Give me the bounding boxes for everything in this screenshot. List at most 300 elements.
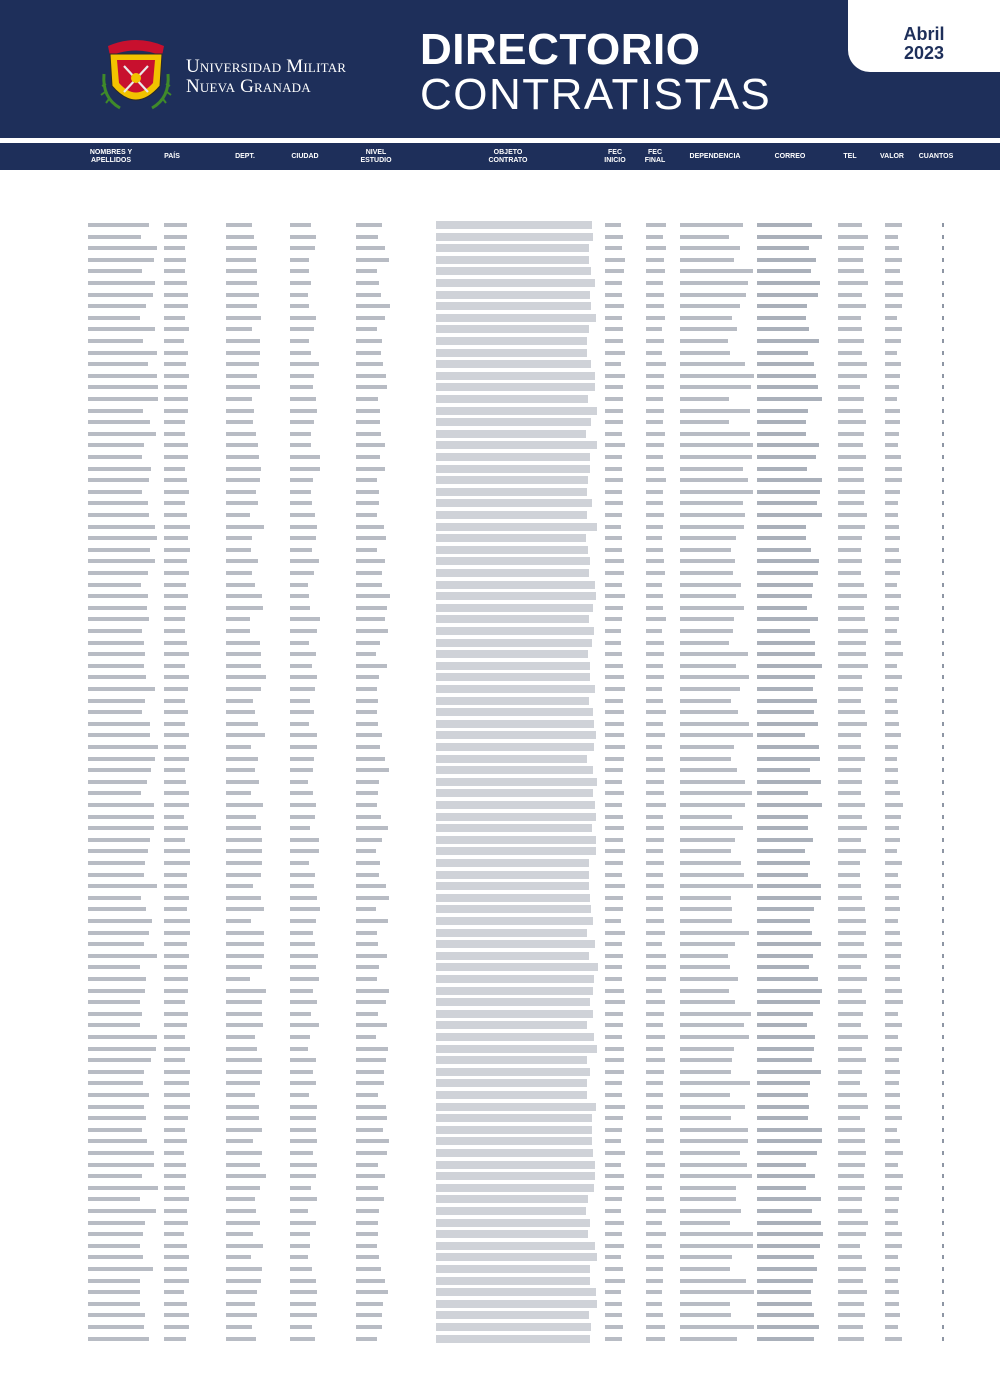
table-cell-placeholder: [605, 548, 622, 552]
table-cell-placeholder: [436, 697, 589, 705]
table-cell-placeholder: [356, 409, 380, 413]
table-cell-placeholder: [757, 965, 809, 969]
table-cell-placeholder: [757, 652, 815, 656]
table-cell-placeholder: [680, 235, 729, 239]
table-cell-placeholder: [838, 409, 863, 413]
table-cell-placeholder: [885, 1093, 900, 1097]
table-row: [0, 1194, 1000, 1204]
table-cell-placeholder: [680, 1139, 748, 1143]
table-cell-placeholder: [942, 1255, 944, 1259]
table-cell-placeholder: [88, 1105, 144, 1109]
table-cell-placeholder: [436, 905, 591, 913]
table-cell-placeholder: [838, 884, 861, 888]
table-cell-placeholder: [290, 710, 314, 714]
table-cell-placeholder: [88, 884, 157, 888]
table-cell-placeholder: [436, 488, 587, 496]
table-cell-placeholder: [942, 316, 944, 320]
table-cell-placeholder: [885, 1255, 898, 1259]
table-cell-placeholder: [290, 1139, 317, 1143]
table-cell-placeholder: [757, 989, 822, 993]
table-row: [0, 464, 1000, 474]
table-cell-placeholder: [838, 849, 866, 853]
table-cell-placeholder: [646, 896, 663, 900]
table-cell-placeholder: [942, 1047, 944, 1051]
table-cell-placeholder: [605, 629, 621, 633]
table-row: [0, 290, 1000, 300]
table-cell-placeholder: [885, 594, 901, 598]
table-cell-placeholder: [646, 316, 665, 320]
table-cell-placeholder: [164, 1209, 187, 1213]
table-cell-placeholder: [356, 873, 379, 877]
table-cell-placeholder: [885, 1128, 897, 1132]
table-cell-placeholder: [605, 1197, 622, 1201]
table-cell-placeholder: [838, 1105, 868, 1109]
table-cell-placeholder: [680, 617, 734, 621]
table-cell-placeholder: [838, 1035, 868, 1039]
table-cell-placeholder: [885, 1325, 898, 1329]
table-cell-placeholder: [290, 687, 315, 691]
table-cell-placeholder: [757, 1232, 823, 1236]
table-cell-placeholder: [885, 977, 900, 981]
table-cell-placeholder: [942, 606, 944, 610]
table-cell-placeholder: [88, 467, 151, 471]
table-cell-placeholder: [838, 965, 861, 969]
table-cell-placeholder: [646, 235, 663, 239]
table-cell-placeholder: [646, 1070, 664, 1074]
table-cell-placeholder: [88, 849, 148, 853]
table-cell-placeholder: [680, 977, 738, 981]
table-cell-placeholder: [88, 293, 153, 297]
table-cell-placeholder: [885, 803, 903, 807]
table-cell-placeholder: [356, 327, 377, 331]
table-cell-placeholder: [942, 1267, 944, 1271]
table-cell-placeholder: [356, 339, 382, 343]
table-cell-placeholder: [226, 1279, 261, 1283]
table-row: [0, 707, 1000, 717]
table-cell-placeholder: [885, 896, 899, 900]
table-cell-placeholder: [164, 1267, 187, 1271]
table-cell-placeholder: [164, 1186, 185, 1190]
table-cell-placeholder: [680, 246, 740, 250]
table-cell-placeholder: [290, 942, 315, 946]
table-cell-placeholder: [164, 710, 188, 714]
table-cell-placeholder: [164, 397, 188, 401]
table-cell-placeholder: [605, 838, 623, 842]
table-cell-placeholder: [164, 536, 188, 540]
table-row: [0, 1334, 1000, 1344]
table-cell-placeholder: [838, 896, 862, 900]
table-cell-placeholder: [226, 258, 256, 262]
table-cell-placeholder: [164, 351, 188, 355]
table-cell-placeholder: [646, 339, 664, 343]
table-cell-placeholder: [290, 1232, 310, 1236]
table-row: [0, 1206, 1000, 1216]
table-cell-placeholder: [436, 302, 591, 310]
table-cell-placeholder: [646, 1325, 665, 1329]
table-cell-placeholder: [226, 884, 253, 888]
table-cell-placeholder: [226, 1290, 257, 1294]
table-cell-placeholder: [290, 1290, 317, 1294]
table-cell-placeholder: [290, 931, 313, 935]
table-row: [0, 951, 1000, 961]
table-cell-placeholder: [885, 490, 900, 494]
table-cell-placeholder: [757, 316, 806, 320]
table-cell-placeholder: [942, 594, 944, 598]
table-cell-placeholder: [757, 907, 814, 911]
table-cell-placeholder: [436, 1033, 594, 1041]
table-cell-placeholder: [680, 1058, 732, 1062]
date-badge-month: Abril: [903, 24, 945, 44]
table-cell-placeholder: [885, 652, 903, 656]
table-cell-placeholder: [605, 374, 625, 378]
table-cell-placeholder: [757, 675, 815, 679]
table-cell-placeholder: [164, 1197, 189, 1201]
table-cell-placeholder: [605, 339, 623, 343]
table-cell-placeholder: [88, 1023, 140, 1027]
table-cell-placeholder: [226, 664, 261, 668]
table-cell-placeholder: [290, 699, 310, 703]
table-cell-placeholder: [290, 989, 313, 993]
table-cell-placeholder: [605, 687, 625, 691]
table-cell-placeholder: [885, 791, 900, 795]
table-cell-placeholder: [164, 1302, 187, 1306]
table-cell-placeholder: [942, 733, 944, 737]
table-cell-placeholder: [605, 919, 621, 923]
table-cell-placeholder: [646, 478, 666, 482]
table-cell-placeholder: [605, 409, 623, 413]
column-header-tel: TEL: [843, 152, 857, 160]
table-cell-placeholder: [680, 1174, 752, 1178]
table-cell-placeholder: [88, 304, 146, 308]
table-cell-placeholder: [356, 965, 379, 969]
table-cell-placeholder: [942, 826, 944, 830]
table-cell-placeholder: [646, 884, 664, 888]
table-cell-placeholder: [942, 1302, 944, 1306]
table-cell-placeholder: [605, 989, 624, 993]
table-row: [0, 1287, 1000, 1297]
table-cell-placeholder: [838, 536, 862, 540]
table-cell-placeholder: [680, 942, 735, 946]
table-row: [0, 533, 1000, 543]
table-cell-placeholder: [356, 385, 387, 389]
table-cell-placeholder: [290, 1244, 310, 1248]
table-cell-placeholder: [436, 569, 589, 577]
table-cell-placeholder: [226, 861, 262, 865]
table-cell-placeholder: [290, 745, 317, 749]
table-cell-placeholder: [605, 327, 623, 331]
table-cell-placeholder: [226, 374, 257, 378]
table-cell-placeholder: [164, 942, 187, 946]
table-cell-placeholder: [838, 501, 864, 505]
table-cell-placeholder: [290, 826, 310, 830]
table-cell-placeholder: [757, 896, 821, 900]
table-cell-placeholder: [436, 1161, 595, 1169]
table-cell-placeholder: [646, 467, 664, 471]
table-cell-placeholder: [885, 1139, 900, 1143]
table-cell-placeholder: [838, 246, 864, 250]
table-cell-placeholder: [646, 1151, 663, 1155]
table-cell-placeholder: [164, 525, 190, 529]
table-cell-placeholder: [605, 977, 622, 981]
table-cell-placeholder: [757, 583, 813, 587]
table-cell-placeholder: [226, 467, 261, 471]
table-cell-placeholder: [757, 1035, 815, 1039]
table-cell-placeholder: [356, 501, 379, 505]
table-row: [0, 1218, 1000, 1228]
table-cell-placeholder: [605, 362, 621, 366]
table-cell-placeholder: [164, 1093, 190, 1097]
column-header-nivel-estudio: NIVEL ESTUDIO: [360, 148, 392, 164]
table-cell-placeholder: [605, 1232, 622, 1236]
table-row: [0, 406, 1000, 416]
table-cell-placeholder: [646, 861, 664, 865]
table-row: [0, 382, 1000, 392]
table-cell-placeholder: [226, 1232, 253, 1236]
table-cell-placeholder: [757, 606, 807, 610]
table-cell-placeholder: [757, 327, 809, 331]
table-cell-placeholder: [646, 907, 663, 911]
table-cell-placeholder: [290, 1163, 317, 1167]
table-cell-placeholder: [680, 675, 749, 679]
table-cell-placeholder: [838, 1209, 862, 1213]
table-cell-placeholder: [605, 351, 625, 355]
table-cell-placeholder: [226, 1267, 262, 1271]
page-title: DIRECTORIO: [420, 25, 701, 74]
table-cell-placeholder: [436, 244, 589, 252]
table-cell-placeholder: [646, 1337, 665, 1341]
table-cell-placeholder: [757, 757, 820, 761]
table-cell-placeholder: [356, 1151, 387, 1155]
table-cell-placeholder: [164, 675, 189, 679]
table-cell-placeholder: [757, 919, 810, 923]
table-cell-placeholder: [436, 836, 596, 844]
table-cell-placeholder: [605, 1116, 623, 1120]
table-cell-placeholder: [838, 1058, 866, 1062]
table-cell-placeholder: [838, 1302, 864, 1306]
table-cell-placeholder: [356, 281, 379, 285]
table-row: [0, 742, 1000, 752]
table-cell-placeholder: [885, 780, 898, 784]
table-cell-placeholder: [605, 1070, 624, 1074]
table-cell-placeholder: [646, 443, 664, 447]
table-cell-placeholder: [757, 1151, 817, 1155]
table-cell-placeholder: [290, 1151, 313, 1155]
table-cell-placeholder: [164, 1047, 190, 1051]
table-cell-placeholder: [88, 675, 146, 679]
table-row: [0, 1148, 1000, 1158]
table-cell-placeholder: [356, 1255, 379, 1259]
table-cell-placeholder: [226, 1209, 256, 1213]
table-cell-placeholder: [290, 907, 320, 911]
table-cell-placeholder: [605, 884, 625, 888]
table-cell-placeholder: [838, 768, 861, 772]
table-cell-placeholder: [646, 432, 665, 436]
table-cell-placeholder: [226, 1047, 257, 1051]
table-cell-placeholder: [436, 708, 593, 716]
table-cell-placeholder: [942, 235, 944, 239]
university-name-line1: Universidad Militar: [186, 56, 347, 77]
table-cell-placeholder: [838, 1000, 866, 1004]
table-cell-placeholder: [356, 420, 380, 424]
table-cell-placeholder: [436, 279, 595, 287]
table-cell-placeholder: [942, 687, 944, 691]
table-cell-placeholder: [942, 1035, 944, 1039]
table-row: [0, 974, 1000, 984]
table-cell-placeholder: [680, 1163, 747, 1167]
table-cell-placeholder: [838, 258, 863, 262]
table-cell-placeholder: [164, 838, 185, 842]
table-cell-placeholder: [436, 1265, 590, 1273]
table-cell-placeholder: [757, 1081, 810, 1085]
table-cell-placeholder: [290, 1174, 316, 1178]
table-cell-placeholder: [646, 791, 664, 795]
table-cell-placeholder: [942, 455, 944, 459]
table-cell-placeholder: [436, 372, 595, 380]
table-cell-placeholder: [942, 1337, 944, 1341]
table-row: [0, 522, 1000, 532]
table-cell-placeholder: [356, 710, 377, 714]
table-cell-placeholder: [680, 548, 731, 552]
table-cell-placeholder: [290, 316, 316, 320]
table-cell-placeholder: [757, 1267, 817, 1271]
table-cell-placeholder: [436, 859, 589, 867]
table-cell-placeholder: [290, 281, 311, 285]
column-header-fec-inicio: FEC INICIO: [604, 148, 626, 164]
table-cell-placeholder: [226, 548, 251, 552]
table-row: [0, 348, 1000, 358]
table-cell-placeholder: [356, 490, 379, 494]
table-cell-placeholder: [838, 1023, 861, 1027]
table-cell-placeholder: [838, 293, 862, 297]
table-cell-placeholder: [942, 223, 944, 227]
table-cell-placeholder: [942, 931, 944, 935]
table-cell-placeholder: [942, 467, 944, 471]
table-cell-placeholder: [226, 362, 259, 366]
table-cell-placeholder: [164, 293, 188, 297]
table-cell-placeholder: [226, 1174, 266, 1178]
table-cell-placeholder: [646, 815, 663, 819]
table-cell-placeholder: [226, 571, 252, 575]
table-cell-placeholder: [605, 513, 622, 517]
table-cell-placeholder: [88, 443, 144, 447]
table-cell-placeholder: [757, 397, 822, 401]
table-cell-placeholder: [605, 1105, 625, 1109]
table-cell-placeholder: [164, 652, 189, 656]
table-cell-placeholder: [605, 1093, 622, 1097]
table-cell-placeholder: [885, 1279, 898, 1283]
table-cell-placeholder: [646, 362, 666, 366]
table-cell-placeholder: [885, 501, 898, 505]
table-cell-placeholder: [757, 235, 822, 239]
table-cell-placeholder: [290, 757, 314, 761]
table-cell-placeholder: [680, 467, 743, 471]
table-cell-placeholder: [646, 942, 662, 946]
table-cell-placeholder: [885, 1186, 902, 1190]
table-cell-placeholder: [164, 826, 188, 830]
table-cell-placeholder: [226, 443, 258, 447]
table-cell-placeholder: [290, 513, 315, 517]
table-cell-placeholder: [88, 965, 140, 969]
table-cell-placeholder: [680, 293, 746, 297]
table-cell-placeholder: [838, 687, 863, 691]
table-cell-placeholder: [226, 513, 250, 517]
table-cell-placeholder: [605, 1023, 623, 1027]
table-cell-placeholder: [356, 652, 376, 656]
column-header-objeto-contrato: OBJETO CONTRATO: [488, 148, 528, 164]
table-cell-placeholder: [356, 246, 385, 250]
table-cell-placeholder: [605, 525, 621, 529]
table-row: [0, 870, 1000, 880]
table-cell-placeholder: [290, 235, 316, 239]
table-cell-placeholder: [885, 1221, 898, 1225]
table-cell-placeholder: [885, 420, 900, 424]
table-cell-placeholder: [885, 269, 900, 273]
table-cell-placeholder: [680, 1070, 731, 1074]
table-cell-placeholder: [88, 1151, 154, 1155]
table-cell-placeholder: [942, 269, 944, 273]
table-cell-placeholder: [88, 722, 150, 726]
table-cell-placeholder: [680, 490, 753, 494]
table-cell-placeholder: [646, 1116, 662, 1120]
table-cell-placeholder: [885, 954, 901, 958]
table-cell-placeholder: [356, 745, 380, 749]
table-cell-placeholder: [942, 1197, 944, 1201]
table-cell-placeholder: [680, 351, 730, 355]
table-cell-placeholder: [436, 952, 589, 960]
table-cell-placeholder: [290, 397, 316, 401]
table-cell-placeholder: [164, 803, 189, 807]
table-cell-placeholder: [436, 256, 589, 264]
table-cell-placeholder: [88, 1255, 143, 1259]
table-cell-placeholder: [942, 815, 944, 819]
table-cell-placeholder: [436, 929, 587, 937]
table-cell-placeholder: [605, 501, 623, 505]
table-cell-placeholder: [838, 455, 866, 459]
table-cell-placeholder: [88, 1035, 157, 1039]
table-row: [0, 881, 1000, 891]
table-cell-placeholder: [436, 291, 590, 299]
table-cell-placeholder: [942, 745, 944, 749]
table-cell-placeholder: [680, 1128, 748, 1132]
table-cell-placeholder: [942, 1128, 944, 1132]
table-cell-placeholder: [885, 606, 899, 610]
table-row: [0, 580, 1000, 590]
table-cell-placeholder: [164, 420, 185, 424]
table-cell-placeholder: [88, 1093, 149, 1097]
table-cell-placeholder: [88, 1290, 140, 1294]
table-cell-placeholder: [838, 919, 866, 923]
table-cell-placeholder: [646, 652, 664, 656]
table-row: [0, 672, 1000, 682]
table-cell-placeholder: [164, 757, 189, 761]
table-cell-placeholder: [757, 467, 807, 471]
table-cell-placeholder: [942, 699, 944, 703]
table-row: [0, 220, 1000, 230]
table-cell-placeholder: [436, 1207, 586, 1215]
table-cell-placeholder: [356, 733, 382, 737]
table-cell-placeholder: [942, 1174, 944, 1178]
table-cell-placeholder: [757, 884, 821, 888]
table-cell-placeholder: [646, 1232, 666, 1236]
table-cell-placeholder: [164, 583, 186, 587]
table-cell-placeholder: [885, 513, 898, 517]
table-cell-placeholder: [436, 731, 596, 739]
table-cell-placeholder: [942, 1325, 944, 1329]
table-cell-placeholder: [680, 629, 733, 633]
table-cell-placeholder: [942, 954, 944, 958]
table-cell-placeholder: [838, 1337, 864, 1341]
table-cell-placeholder: [838, 316, 861, 320]
